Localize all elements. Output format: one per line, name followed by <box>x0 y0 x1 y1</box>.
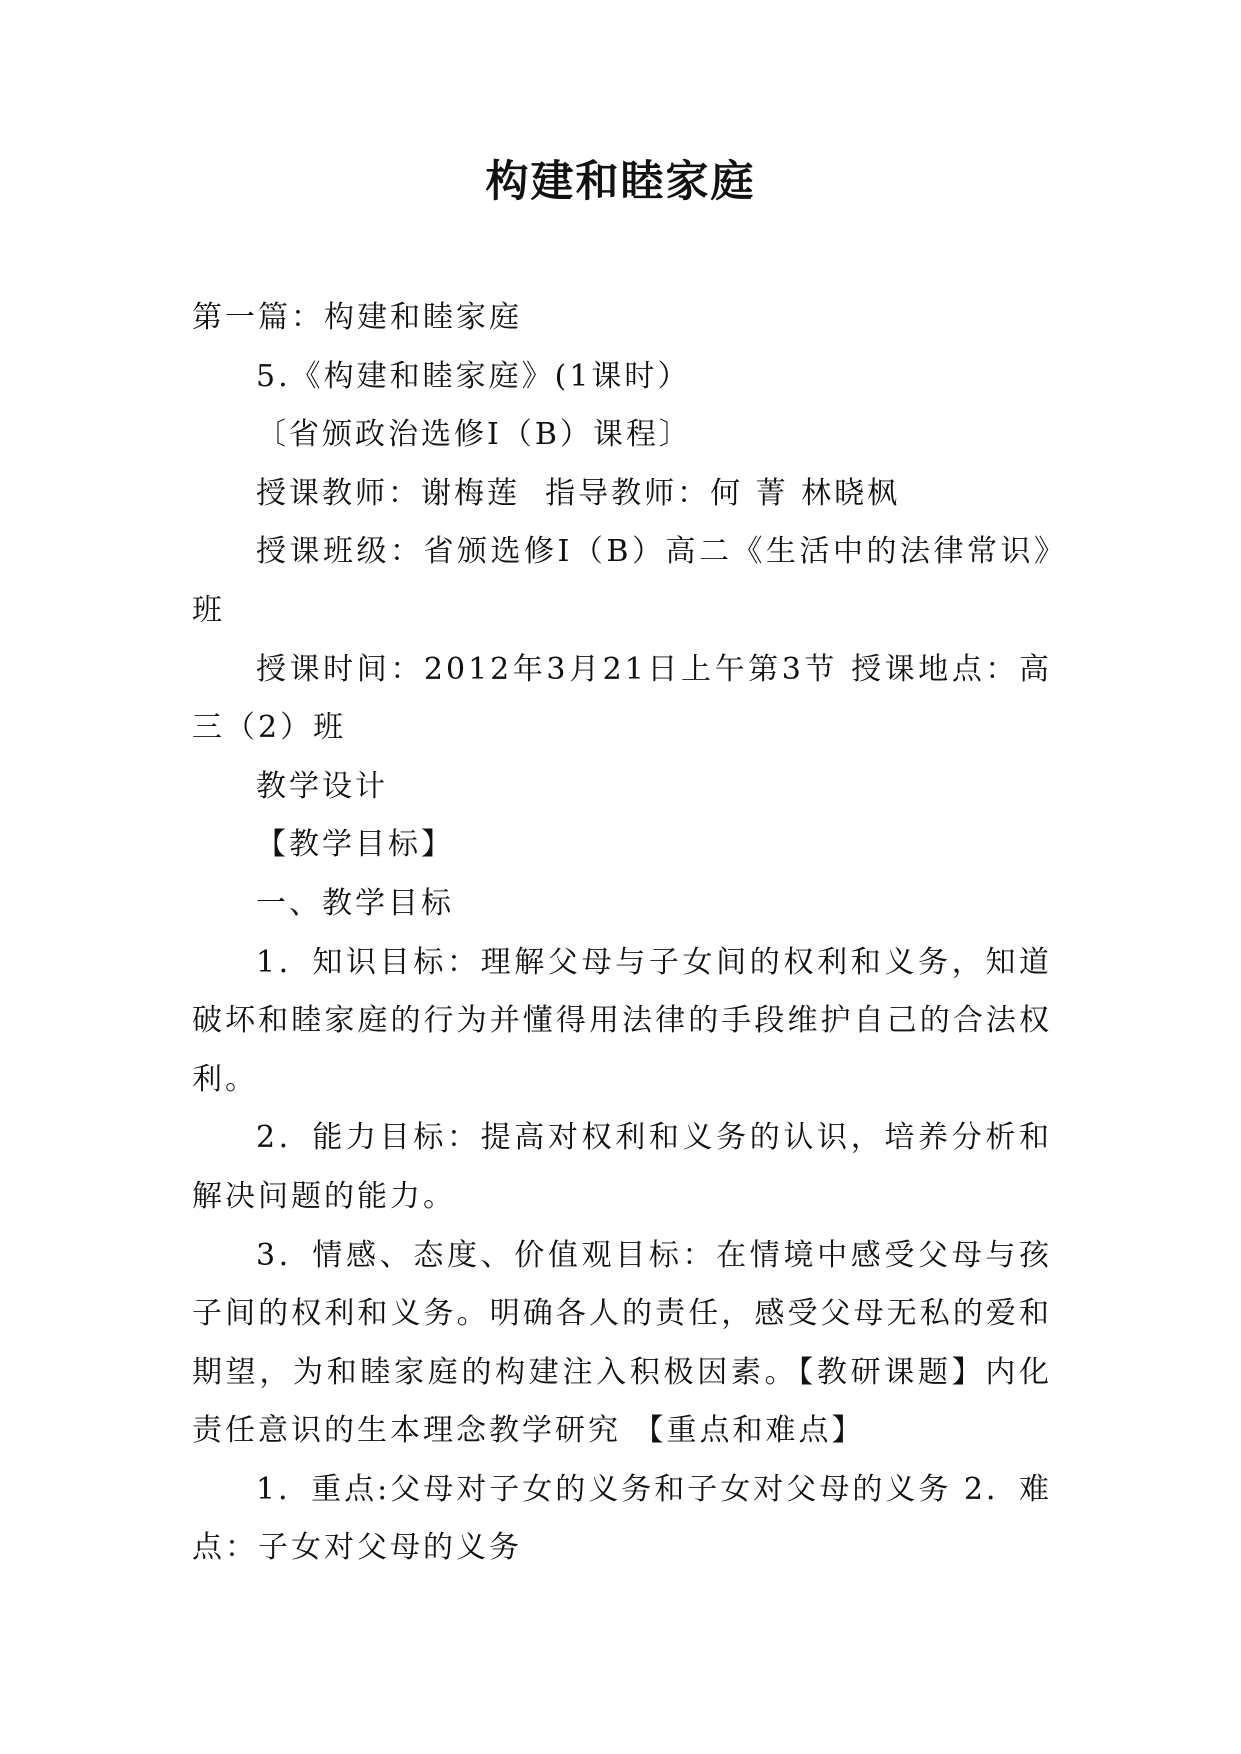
section-heading: 第一篇：构建和睦家庭 <box>192 300 522 335</box>
document-body <box>192 289 1052 1578</box>
design-heading: 教学设计 <box>256 768 388 804</box>
course-name: 〔省颁政治选修Ⅰ（B）课程〕 <box>256 417 692 453</box>
key-points: 1．重点:父母对子女的义务和子女对父母的义务 2．难点：子女对父母的义务 <box>192 1471 1052 1566</box>
lesson-title: 5.《构建和睦家庭》(1课时） <box>256 358 691 394</box>
knowledge-objective: 1．知识目标：理解父母与子女间的权利和义务，知道破坏和睦家庭的行为并懂得用法律的手段维护自己的合法权利。 <box>192 944 1052 1097</box>
objectives-bracket-heading: 【教学目标】 <box>256 827 454 863</box>
objectives-heading: 一、教学目标 <box>256 885 454 921</box>
values-objective: 3．情感、态度、价值观目标：在情境中感受父母与孩子间的权利和义务。明确各人的责任，感受父母无私的爱和期望，为和睦家庭的构建注入积极因素。【教研课题】内化责任意识的生本理念教学研究 【重点和难点】 <box>192 1237 1052 1449</box>
ability-objective: 2．能力目标：提高对权利和义务的认识，培养分析和解决问题的能力。 <box>192 1120 1052 1214</box>
time-location-info: 授课时间：2012年3月21日上午第3节 授课地点：高三（2）班 <box>192 651 1052 746</box>
class-info: 授课班级：省颁选修Ⅰ（B）高二《生活中的法律常识》班 <box>192 534 1052 628</box>
document-title: 构建和睦家庭 <box>485 157 756 207</box>
teacher-info: 授课教师：谢梅莲 指导教师：何 菁 林晓枫 <box>256 475 901 511</box>
